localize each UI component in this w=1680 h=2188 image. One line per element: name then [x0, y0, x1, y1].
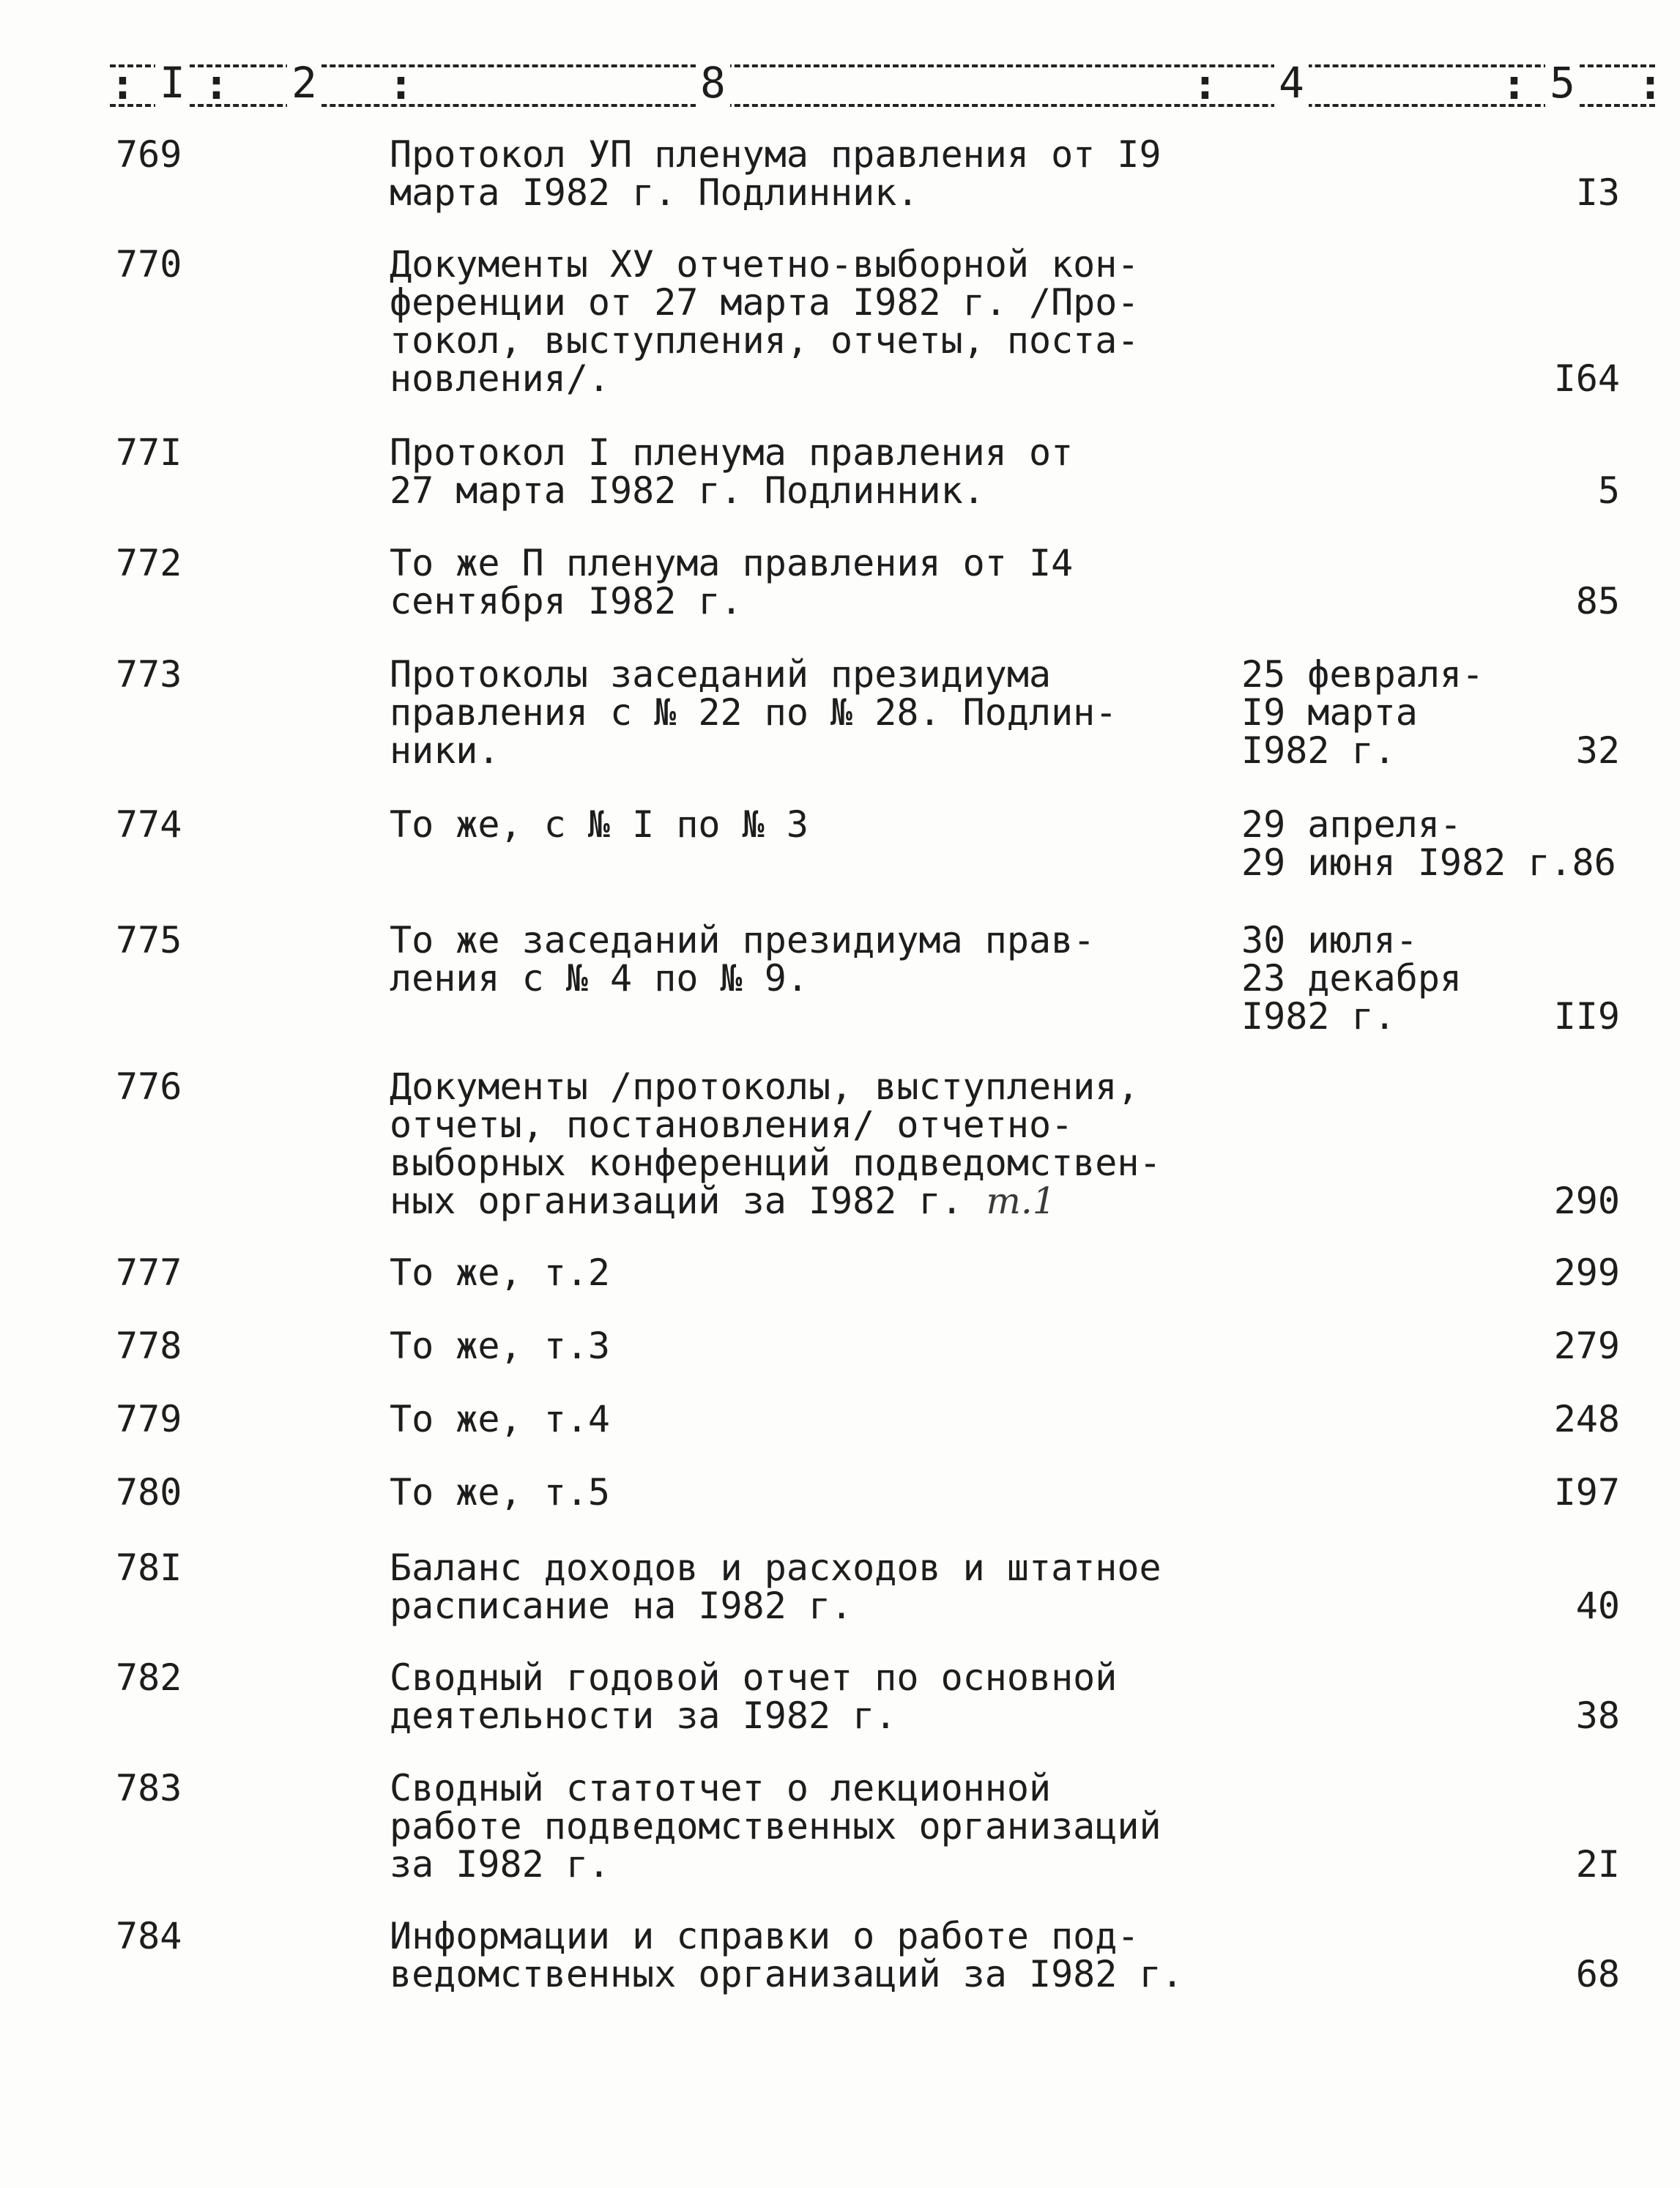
item-dates	[1241, 655, 1549, 770]
item-number: 773	[116, 653, 182, 696]
item-number: 777	[116, 1251, 182, 1294]
item-number: 774	[116, 803, 182, 846]
item-sheet-count: 290	[1553, 1180, 1620, 1222]
header-col-2: 2	[287, 59, 321, 107]
header-col-4: 4	[1274, 59, 1309, 107]
item-title-line: Документы /протоколы, выступления,	[390, 1065, 1140, 1108]
item-sheet-count: 299	[1553, 1251, 1620, 1294]
item-title	[390, 1471, 1217, 1514]
header-col-3: 8	[696, 59, 730, 107]
item-title-line: работе подведомственных организаций	[390, 1805, 1161, 1847]
item-number: 783	[116, 1767, 182, 1809]
item-title-line: выборных конференций подведомствен-	[390, 1142, 1161, 1184]
item-sheet-count: I3	[1575, 171, 1620, 214]
item-number: 776	[116, 1065, 182, 1108]
item-title-line: Документы ХУ отчетно-выборной кон-	[390, 243, 1140, 286]
item-number: 769	[116, 133, 182, 176]
item-number: 775	[116, 919, 182, 961]
item-number: 770	[116, 243, 182, 286]
item-title	[390, 1327, 1217, 1365]
item-title-line: ления с № 4 по № 9.	[390, 957, 809, 1000]
item-number: 78I	[116, 1547, 182, 1589]
item-sheet-count: 5	[1597, 469, 1620, 512]
item-title	[390, 1917, 1217, 1993]
item-title-line: ференции от 27 марта I982 г. /Про-	[390, 281, 1140, 324]
item-title	[390, 544, 1217, 620]
item-date-line: 29 июня I982 г.86	[1241, 841, 1616, 884]
item-number: 784	[116, 1915, 182, 1957]
item-title	[390, 1065, 1217, 1222]
item-date-line: 25 февраля-	[1241, 653, 1484, 696]
item-title-line: ники.	[390, 729, 500, 772]
header-separator: :	[204, 59, 229, 109]
item-number: 779	[116, 1398, 182, 1440]
item-title-line: правления с № 22 по № 28. Подлин-	[390, 691, 1118, 734]
header-separator: :	[388, 59, 414, 109]
item-title	[390, 1251, 1217, 1294]
item-sheet-count: I97	[1553, 1471, 1620, 1514]
item-sheet-count: I64	[1553, 357, 1620, 400]
header-col-1: I	[155, 59, 190, 107]
item-title	[390, 1400, 1217, 1438]
item-title-line: ведомственных организаций за I982 г.	[390, 1953, 1183, 1995]
item-number: 772	[116, 542, 182, 584]
item-title-line: новления/.	[390, 357, 611, 400]
item-title	[390, 245, 1217, 398]
item-title-line: за I982 г.	[390, 1843, 611, 1886]
header-top-rule	[110, 64, 1655, 67]
item-date-line: I982 г.	[1241, 729, 1396, 772]
header-separator: :	[110, 59, 135, 109]
column-number-header	[110, 57, 1663, 116]
item-title-line: То же, т.2	[390, 1251, 611, 1294]
item-sheet-count: 38	[1575, 1694, 1620, 1737]
header-bottom-rule	[110, 104, 1655, 107]
item-sheet-count: 68	[1575, 1953, 1620, 1995]
item-title-line: То же П пленума правления от I4	[390, 542, 1074, 584]
item-title-line: деятельности за I982 г.	[390, 1694, 897, 1737]
item-title-line: Протоколы заседаний президиума	[390, 653, 1052, 696]
item-title-line: ных организаций за I982 г. т.1	[390, 1180, 1056, 1222]
item-number: 77I	[116, 431, 182, 474]
item-title-line: То же, т.5	[390, 1471, 611, 1514]
item-title-line: Баланс доходов и расходов и штатное	[390, 1547, 1161, 1589]
item-title-line: марта I982 г. Подлинник.	[390, 171, 919, 214]
item-title-line: То же, с № I по № 3	[390, 803, 809, 846]
item-date-line: 23 декабря	[1241, 957, 1462, 1000]
item-date-line: 29 апреля-	[1241, 803, 1462, 846]
handwritten-volume-note: т.1	[962, 1180, 1056, 1222]
item-dates	[1241, 803, 1616, 884]
item-title	[390, 1656, 1217, 1737]
item-title	[390, 1549, 1217, 1625]
item-date-line: I982 г.	[1241, 995, 1396, 1038]
item-title-line: Протокол УП пленума правления от I9	[390, 133, 1161, 176]
item-title	[390, 805, 1217, 844]
item-title-line: Сводный годовой отчет по основной	[390, 1656, 1118, 1699]
item-title	[390, 433, 1217, 510]
item-title-line: То же, т.3	[390, 1325, 611, 1367]
item-date-line: I9 марта	[1241, 691, 1418, 734]
item-title-line: Протокол I пленума правления от	[390, 431, 1074, 474]
item-title-line: сентября I982 г.	[390, 580, 743, 622]
item-sheet-count: II9	[1553, 995, 1620, 1038]
item-date-line: 30 июля-	[1241, 919, 1418, 961]
header-separator: :	[1638, 59, 1663, 109]
item-dates	[1241, 919, 1549, 1038]
header-col-5: 5	[1545, 59, 1580, 107]
item-sheet-count: 40	[1575, 1585, 1620, 1627]
item-number: 782	[116, 1656, 182, 1699]
item-title	[390, 135, 1217, 212]
item-title-line: отчеты, постановления/ отчетно-	[390, 1104, 1074, 1146]
item-sheet-count: 279	[1553, 1325, 1620, 1367]
item-title-line: Информации и справки о работе под-	[390, 1915, 1140, 1957]
item-sheet-count: 248	[1553, 1398, 1620, 1440]
item-title-line: расписание на I982 г.	[390, 1585, 853, 1627]
item-title-line: То же, т.4	[390, 1398, 611, 1440]
item-sheet-count: 85	[1575, 580, 1620, 622]
item-number: 780	[116, 1471, 182, 1514]
item-title	[390, 919, 1217, 1000]
header-separator: :	[1501, 59, 1527, 109]
item-title-line: токол, выступления, отчеты, поста-	[390, 319, 1140, 362]
header-separator: :	[1192, 59, 1218, 109]
item-title-line: То же заседаний президиума прав-	[390, 919, 1096, 961]
item-title	[390, 655, 1217, 770]
item-title-line: Сводный статотчет о лекционной	[390, 1767, 1052, 1809]
item-number: 778	[116, 1325, 182, 1367]
item-sheet-count: 2I	[1575, 1843, 1620, 1886]
item-title	[390, 1767, 1217, 1886]
item-sheet-count: 32	[1575, 729, 1620, 772]
item-title-line: 27 марта I982 г. Подлинник.	[390, 469, 985, 512]
